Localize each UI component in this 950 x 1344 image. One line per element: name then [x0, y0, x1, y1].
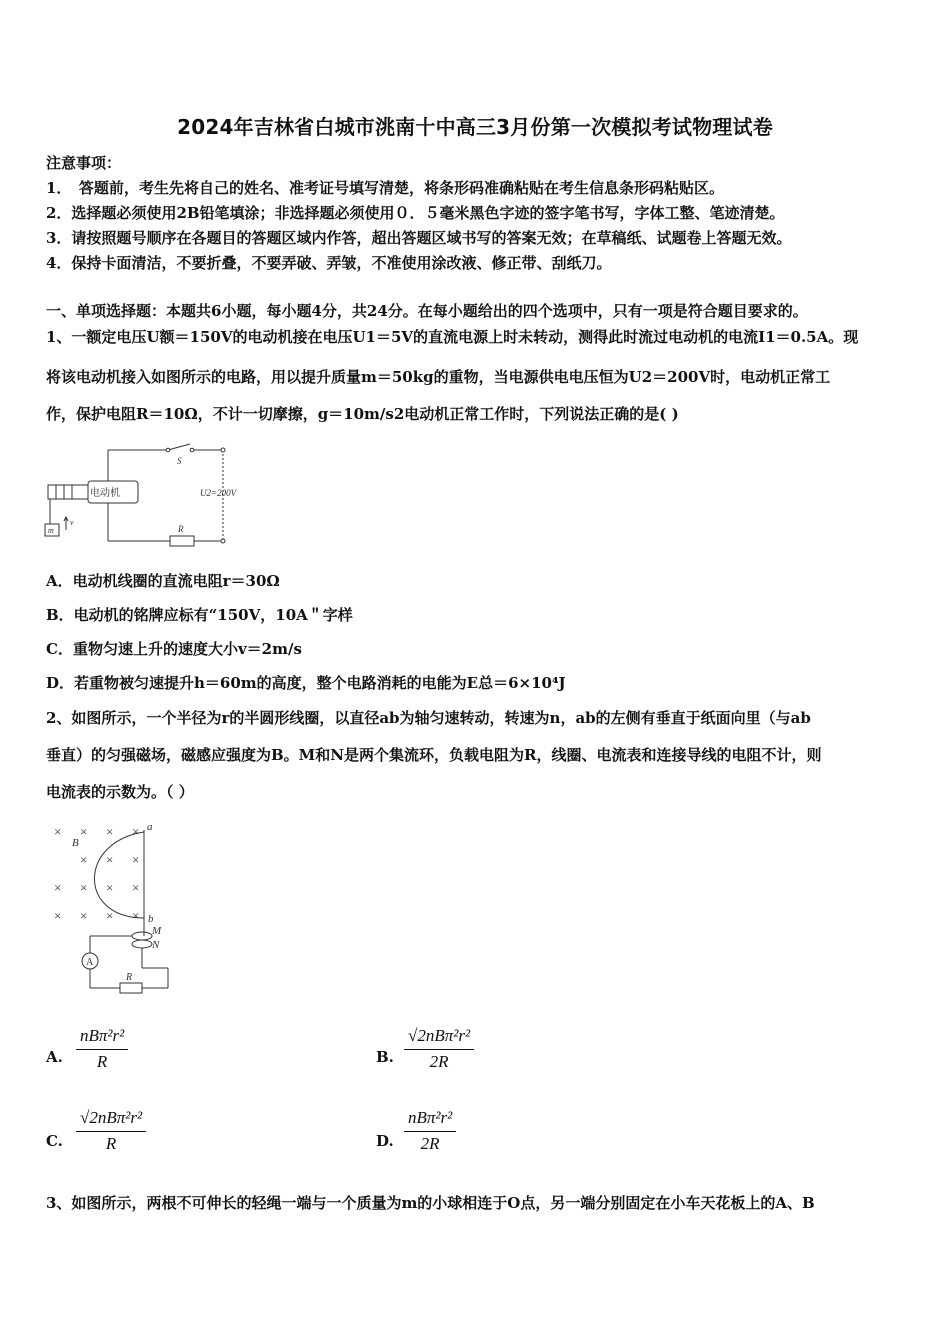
q2-option-a-denominator: R	[96, 1052, 108, 1071]
svg-text:×: ×	[106, 908, 114, 923]
q2-option-b-label: B.	[376, 1048, 394, 1066]
q1-resistor-label: R	[178, 524, 184, 534]
q1-line-2: 将该电动机接入如图所示的电路，用以提升质量m＝50kg的重物，当电源供电电压恒为U2＝200V时，电动机正常工	[46, 368, 831, 386]
q2-option-d-label: D.	[376, 1132, 394, 1150]
q2-option-d-numerator: nBπ²r²	[408, 1108, 453, 1127]
q2-line-3: 电流表的示数为。（ ）	[46, 783, 194, 801]
q1-line-3: 作，保护电阻R＝10Ω，不计一切摩擦，g＝10m/s2电动机正常工作时，下列说法正确的是( )	[46, 405, 679, 423]
svg-text:×: ×	[80, 908, 88, 923]
svg-text:×: ×	[80, 880, 88, 895]
q2-option-b-denominator: 2R	[429, 1052, 449, 1071]
svg-text:×: ×	[132, 852, 140, 867]
svg-text:×: ×	[106, 880, 114, 895]
svg-text:×: ×	[80, 824, 88, 839]
q1-option-d: D．若重物被匀速提升h＝60m的高度，整个电路消耗的电能为E总＝6×10⁴J	[46, 674, 566, 692]
q1-mass-label: m	[48, 526, 54, 535]
svg-text:×: ×	[54, 880, 62, 895]
q1-voltage-label: U2=200V	[200, 488, 237, 498]
q2-ring-n-label: N	[152, 939, 160, 951]
q2-option-c-fraction	[76, 1108, 146, 1154]
svg-text:×: ×	[80, 852, 88, 867]
q2-option-a-fraction	[76, 1026, 128, 1072]
q1-velocity-label: v	[70, 518, 74, 527]
q2-option-c-numerator: √2nBπ²r²	[80, 1108, 143, 1127]
q2-coil-figure	[48, 818, 183, 998]
q1-option-c: C．重物匀速上升的速度大小v＝2m/s	[46, 640, 302, 658]
svg-text:×: ×	[132, 908, 140, 923]
q2-option-d-fraction	[404, 1108, 456, 1154]
svg-text:×: ×	[106, 852, 114, 867]
q2-option-d-denominator: 2R	[420, 1134, 440, 1153]
q1-option-a: A．电动机线圈的直流电阻r＝30Ω	[46, 572, 280, 590]
q2-option-a-label: A.	[46, 1048, 63, 1066]
q2-option-c-label: C.	[46, 1132, 63, 1150]
svg-text:×: ×	[54, 824, 62, 839]
q3-line-1: 3、如图所示，两根不可伸长的轻绳一端与一个质量为m的小球相连于O点，另一端分别固定在小车天花板上的A、B	[46, 1194, 815, 1212]
q1-line-1: 1、一额定电压U额＝150V的电动机接在电压U1＝5V的直流电源上时未转动，测得此时流过电动机的电流I1＝0.5A。现	[46, 328, 859, 346]
q2-field-b-label: B	[72, 837, 79, 849]
notice-item-3: 3．请按照题号顺序在各题目的答题区域内作答，超出答题区域书写的答案无效；在草稿纸、试题卷上答题无效。	[46, 229, 792, 247]
q2-option-c-denominator: R	[105, 1134, 117, 1153]
q1-switch-label: S	[177, 456, 182, 466]
q2-resistor-label: R	[126, 972, 133, 983]
q1-circuit-figure	[40, 440, 260, 552]
q2-point-b: b	[148, 913, 154, 925]
section-heading: 一、单项选择题：本题共6小题，每小题4分，共24分。在每小题给出的四个选项中，只有一项是符合题目要求的。	[46, 302, 808, 320]
q2-option-b-numerator: √2nBπ²r²	[408, 1026, 471, 1045]
notice-item-2: 2．选择题必须使用2B铅笔填涂；非选择题必须使用０．５毫米黑色字迹的签字笔书写，字体工整、笔迹清楚。	[46, 204, 785, 222]
notice-item-4: 4．保持卡面清洁，不要折叠，不要弄破、弄皱，不准使用涂改液、修正带、刮纸刀。	[46, 254, 612, 272]
q2-option-b-fraction	[404, 1026, 474, 1072]
q1-motor-label: 电动机	[90, 488, 120, 499]
page-title: 2024年吉林省白城市洮南十中高三3月份第一次模拟考试物理试卷	[177, 115, 773, 139]
notice-heading: 注意事项：	[46, 154, 122, 172]
svg-text:×: ×	[132, 824, 140, 839]
q2-ammeter-label: A	[86, 957, 94, 968]
q2-line-2: 垂直）的匀强磁场，磁感应强度为B。M和N是两个集流环，负载电阻为R，线圈、电流表和连接导线的电阻不计，则	[46, 746, 822, 764]
svg-text:×: ×	[54, 908, 62, 923]
notice-item-1: 1． 答题前，考生先将自己的姓名、准考证号填写清楚，将条形码准确粘贴在考生信息条形码粘贴区。	[46, 179, 724, 197]
q2-option-a-numerator: nBπ²r²	[80, 1026, 125, 1045]
q2-ring-m-label: M	[152, 925, 162, 937]
q1-option-b: B．电动机的铭牌应标有“150V，10A＂字样	[46, 606, 353, 624]
q2-line-1: 2、如图所示，一个半径为r的半圆形线圈，以直径ab为轴匀速转动，转速为n，ab的左侧有垂直于纸面向里（与ab	[46, 709, 811, 727]
svg-text:×: ×	[132, 880, 140, 895]
svg-text:×: ×	[106, 824, 114, 839]
q2-point-a: a	[147, 821, 153, 833]
